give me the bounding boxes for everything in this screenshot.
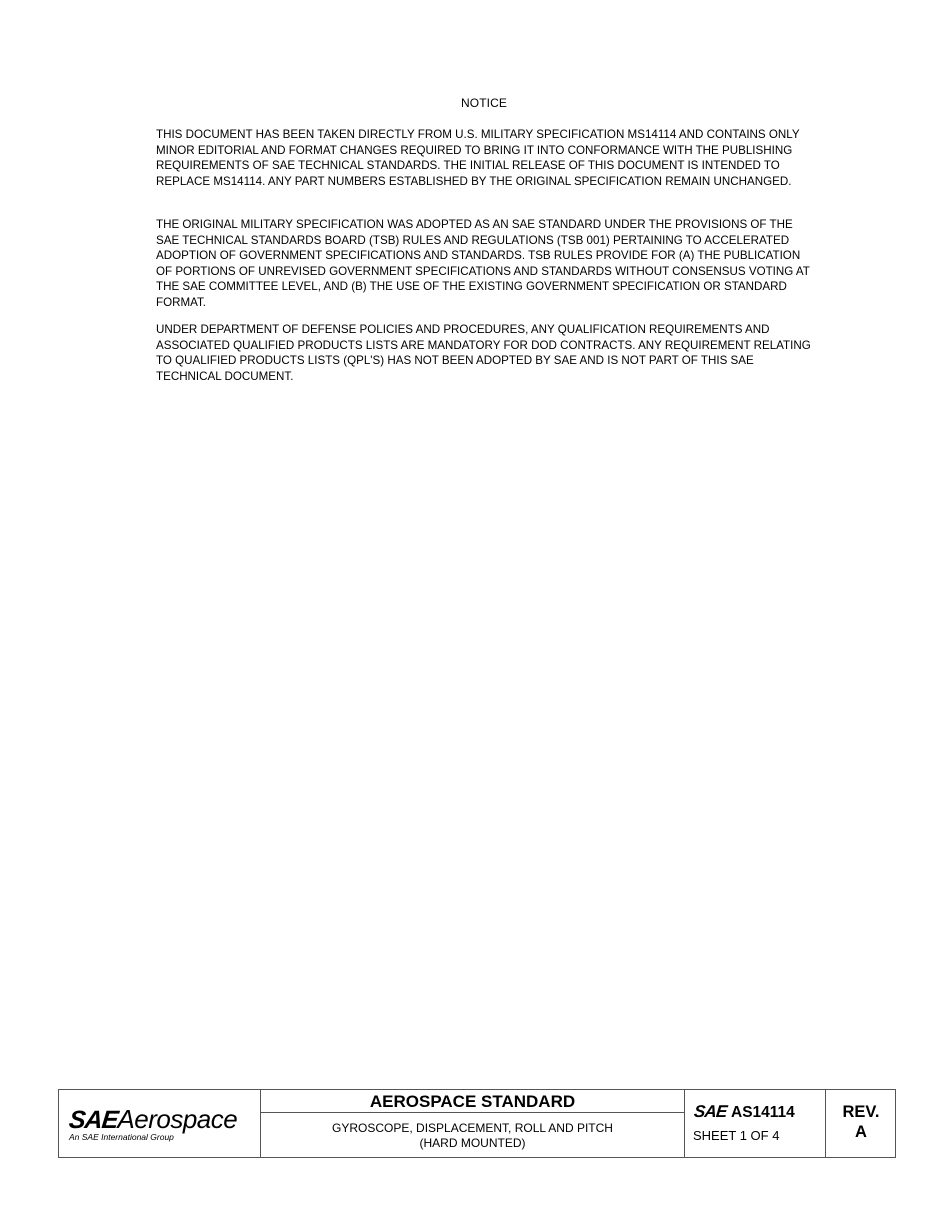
subject-line: GYROSCOPE, DISPLACEMENT, ROLL AND PITCH <box>332 1121 613 1135</box>
revision-label: REV. <box>842 1103 880 1121</box>
notice-paragraph: UNDER DEPARTMENT OF DEFENSE POLICIES AND PROCEDURES, ANY QUALIFICATION REQUIREMENTS AND ASSOCIATED QUALIFIED PRODUCTS LISTS ARE MANDATORY FOR DOD CONTRACTS. ANY REQUIREMENT RELATING TO QUALIFIED PRODUCTS LISTS (QPL'S) HAS NOT BEEN ADOPTED BY SAE AND IS NOT PART OF THIS SAE TECHNICAL DOCUMENT. <box>156 323 811 383</box>
sae-aerospace-logo <box>69 1104 237 1135</box>
document-number-cell <box>685 1090 826 1157</box>
document-number: AS14114 <box>731 1104 795 1121</box>
document-subject <box>261 1121 684 1151</box>
revision-value: A <box>855 1123 867 1141</box>
standard-heading: AEROSPACE STANDARD <box>261 1090 684 1113</box>
sae-logo-mark: SAE <box>67 1106 119 1134</box>
sae-small-logo: SAE <box>693 1102 728 1121</box>
standard-cell <box>261 1090 685 1157</box>
aerospace-logo-word: Aerospace <box>117 1104 238 1134</box>
subject-line: (HARD MOUNTED) <box>419 1136 526 1150</box>
revision <box>826 1102 896 1142</box>
logo-tagline: An SAE International Group <box>69 1132 174 1142</box>
sheet-number: SHEET 1 OF 4 <box>693 1128 780 1143</box>
revision-cell <box>826 1090 896 1157</box>
document-id <box>694 1102 795 1122</box>
notice-paragraph: THE ORIGINAL MILITARY SPECIFICATION WAS ADOPTED AS AN SAE STANDARD UNDER THE PROVISIONS OF THE SAE TECHNICAL STANDARDS BOARD (TSB) RULES AND REGULATIONS (TSB 001) PERTAINING TO ACCELERATED ADOPTION OF GOVERNMENT SPECIFICATIONS AND STANDARDS. TSB RULES PROVIDE FOR (A) THE PUBLICATION OF PORTIONS OF UNREVISED GOVERNMENT SPECIFICATIONS AND STANDARDS WITHOUT CONSENSUS VOTING AT THE SAE COMMITTEE LEVEL, AND (B) THE USE OF THE EXISTING GOVERNMENT SPECIFICATION OR STANDARD FORMAT. <box>156 218 810 309</box>
notice-title: NOTICE <box>461 96 507 110</box>
title-block <box>58 1089 896 1158</box>
notice-paragraph: THIS DOCUMENT HAS BEEN TAKEN DIRECTLY FROM U.S. MILITARY SPECIFICATION MS14114 AND CONTAINS ONLY MINOR EDITORIAL AND FORMAT CHANGES REQUIRED TO BRING IT INTO CONFORMANCE WITH THE PUBLISHING REQUIREMENTS OF SAE TECHNICAL STANDARDS. THE INITIAL RELEASE OF THIS DOCUMENT IS INTENDED TO REPLACE MS14114. ANY PART NUMBERS ESTABLISHED BY THE ORIGINAL SPECIFICATION REMAIN UNCHANGED. <box>156 128 800 188</box>
logo-cell <box>59 1090 261 1157</box>
